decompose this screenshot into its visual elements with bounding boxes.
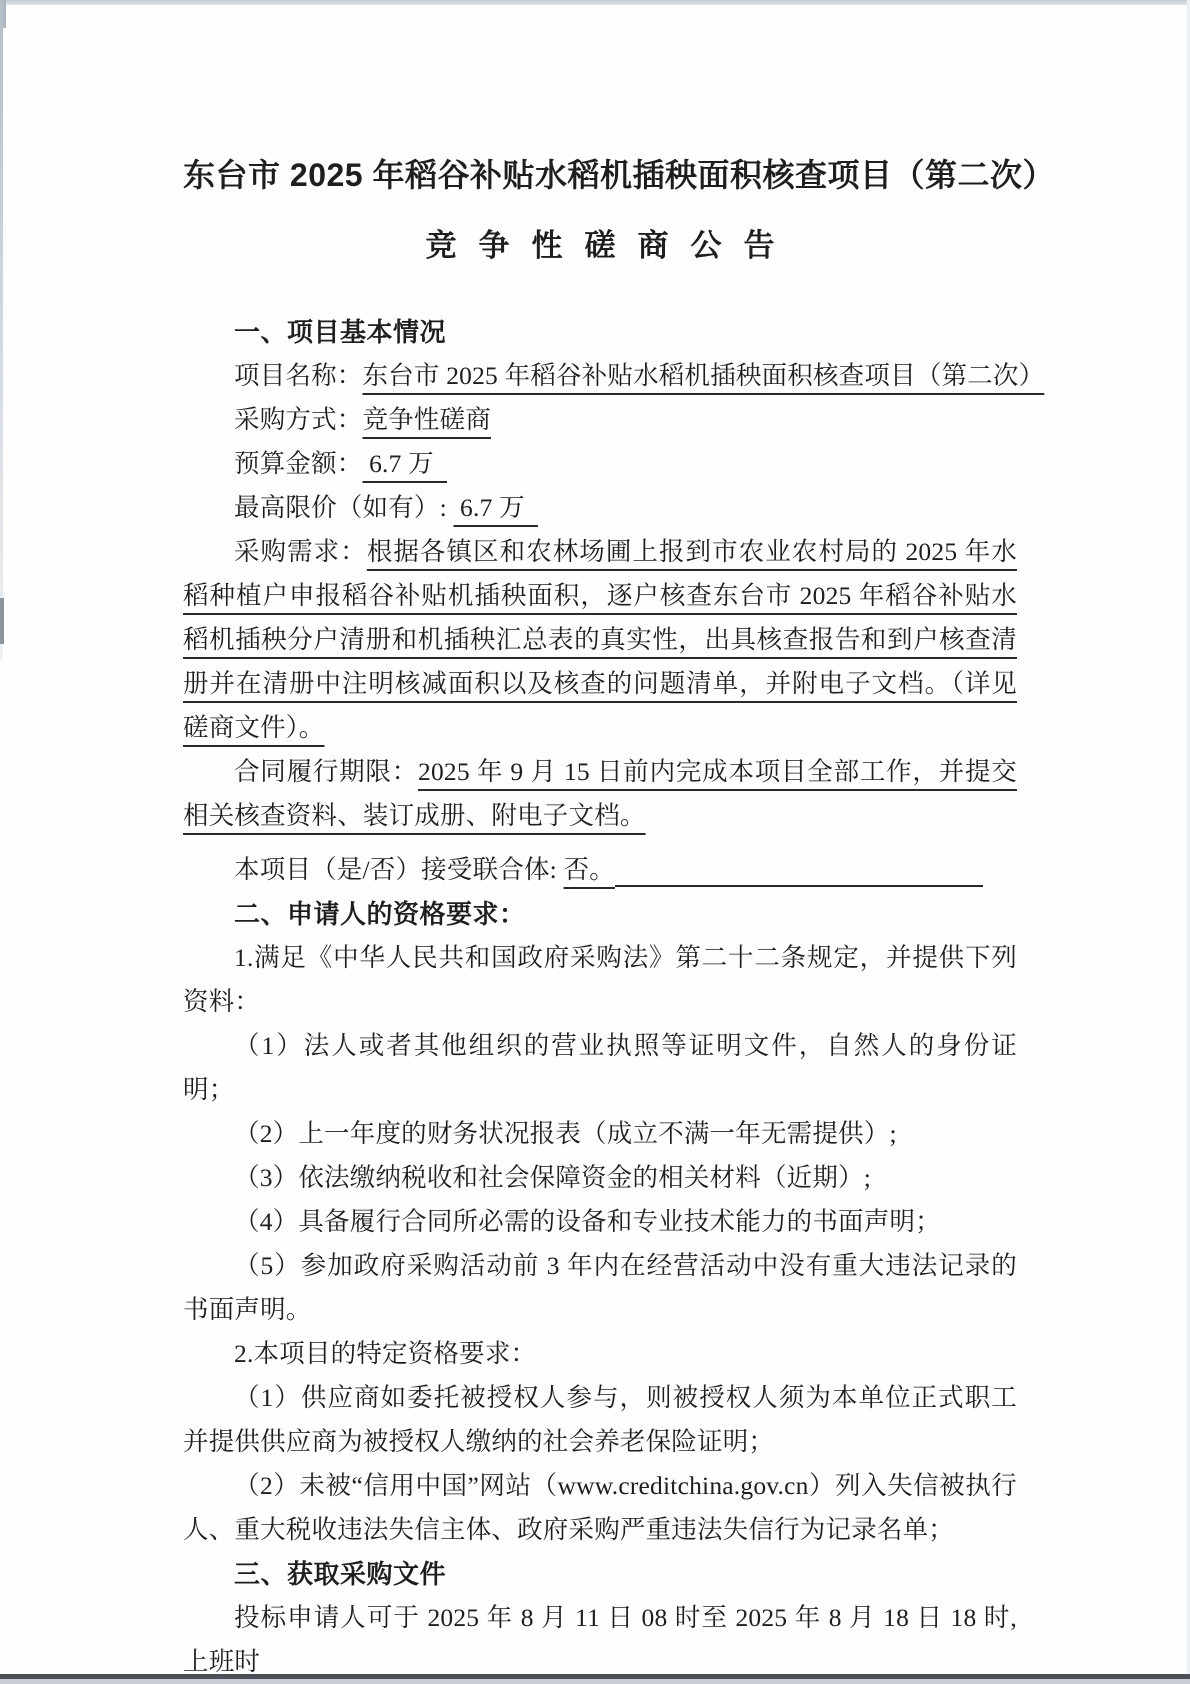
section-1-heading: 一、项目基本情况 xyxy=(234,317,447,347)
page-title: 东台市 2025 年稻谷补贴水稻机插秧面积核查项目（第二次） xyxy=(183,157,1055,193)
document-content xyxy=(183,152,1055,1684)
qualification-item-2: （2）上一年度的财务状况报表（成立不满一年无需提供）; xyxy=(234,1119,897,1148)
qualification-item-1: （1）法人或者其他组织的营业执照等证明文件，自然人的身份证明； xyxy=(183,1031,1017,1104)
field-value: 竞争性磋商 xyxy=(362,405,492,434)
blank-underline xyxy=(615,885,983,887)
field-label: 合同履行期限： xyxy=(234,757,418,786)
field-label: 预算金额： xyxy=(234,449,363,478)
field-label: 最高限价（如有）: xyxy=(234,493,454,522)
field-value: 东台市 2025 年稻谷补贴水稻机插秧面积核查项目（第二次） xyxy=(362,361,1045,390)
qualification-specific-1: （1）供应商如委托被授权人参与，则被授权人须为本单位正式职工并提供供应商为被授权人缴纳的社会养老保险证明； xyxy=(183,1383,1017,1456)
field-contract-period xyxy=(183,750,1017,838)
field-label: 采购方式： xyxy=(234,405,363,434)
section-3-heading: 三、获取采购文件 xyxy=(234,1559,447,1589)
qualification-item-specific: 2.本项目的特定资格要求： xyxy=(234,1339,537,1368)
scan-edge-left xyxy=(0,0,3,660)
qualification-item-3: （3）依法缴纳税收和社会保障资金的相关材料（近期）; xyxy=(234,1163,872,1192)
field-value: 2025 年 9 月 15 日前内完成本项目全部工作，并提交相关核查资料、装订成册、附电子文档。 xyxy=(183,757,1017,830)
field-project-name xyxy=(183,354,1045,398)
document-obtain-paragraph: 投标申请人可于 2025 年 8 月 11 日 08 时至 2025 年 8 月 18 日 18 时, 上班时 xyxy=(183,1603,1017,1676)
field-procurement-method xyxy=(183,398,1017,442)
scan-edge-top xyxy=(0,0,1190,5)
field-value: 6.7 万 xyxy=(362,449,447,478)
qualification-item-4: （4）具备履行合同所必需的设备和专业技术能力的书面声明； xyxy=(234,1207,941,1236)
announcement-subtitle: 竞争性磋商公告 xyxy=(425,228,797,263)
field-value: 根据各镇区和农林场圃上报到市农业农村局的 2025 年水稻种植户申报稻谷补贴机插秧面积，逐户核查东台市 2025 年稻谷补贴水稻机插秧分户清册和机插秧汇总表的真实性，出具核查报告和到户核查清册并在清册中注明核减面积以及核查的问题清单，并附电子文档。（详见磋商文件）。 xyxy=(183,537,1017,742)
field-value: 否。 xyxy=(563,855,615,884)
field-label: 采购需求： xyxy=(234,537,367,566)
qualification-item-general: 1.满足《中华人民共和国政府采购法》第二十二条规定，并提供下列资料： xyxy=(183,943,1017,1016)
section-2-heading: 二、申请人的资格要求： xyxy=(234,899,526,929)
field-max-price xyxy=(183,486,1017,530)
field-label: 本项目（是/否）接受联合体: xyxy=(234,855,564,884)
qualification-specific-2: （2）未被“信用中国”网站（www.creditchina.gov.cn）列入失信被执行人、重大税收违法失信主体、政府采购严重违法失信行为记录名单； xyxy=(183,1471,1017,1544)
qualification-item-5: （5）参加政府采购活动前 3 年内在经营活动中没有重大违法记录的书面声明。 xyxy=(183,1251,1017,1324)
field-consortium xyxy=(183,848,1017,892)
field-budget-amount xyxy=(183,442,1017,486)
field-value: 6.7 万 xyxy=(453,493,538,522)
scan-edge-left-mark xyxy=(0,598,4,644)
field-label: 项目名称： xyxy=(234,361,363,390)
field-procurement-requirements xyxy=(183,530,1017,750)
